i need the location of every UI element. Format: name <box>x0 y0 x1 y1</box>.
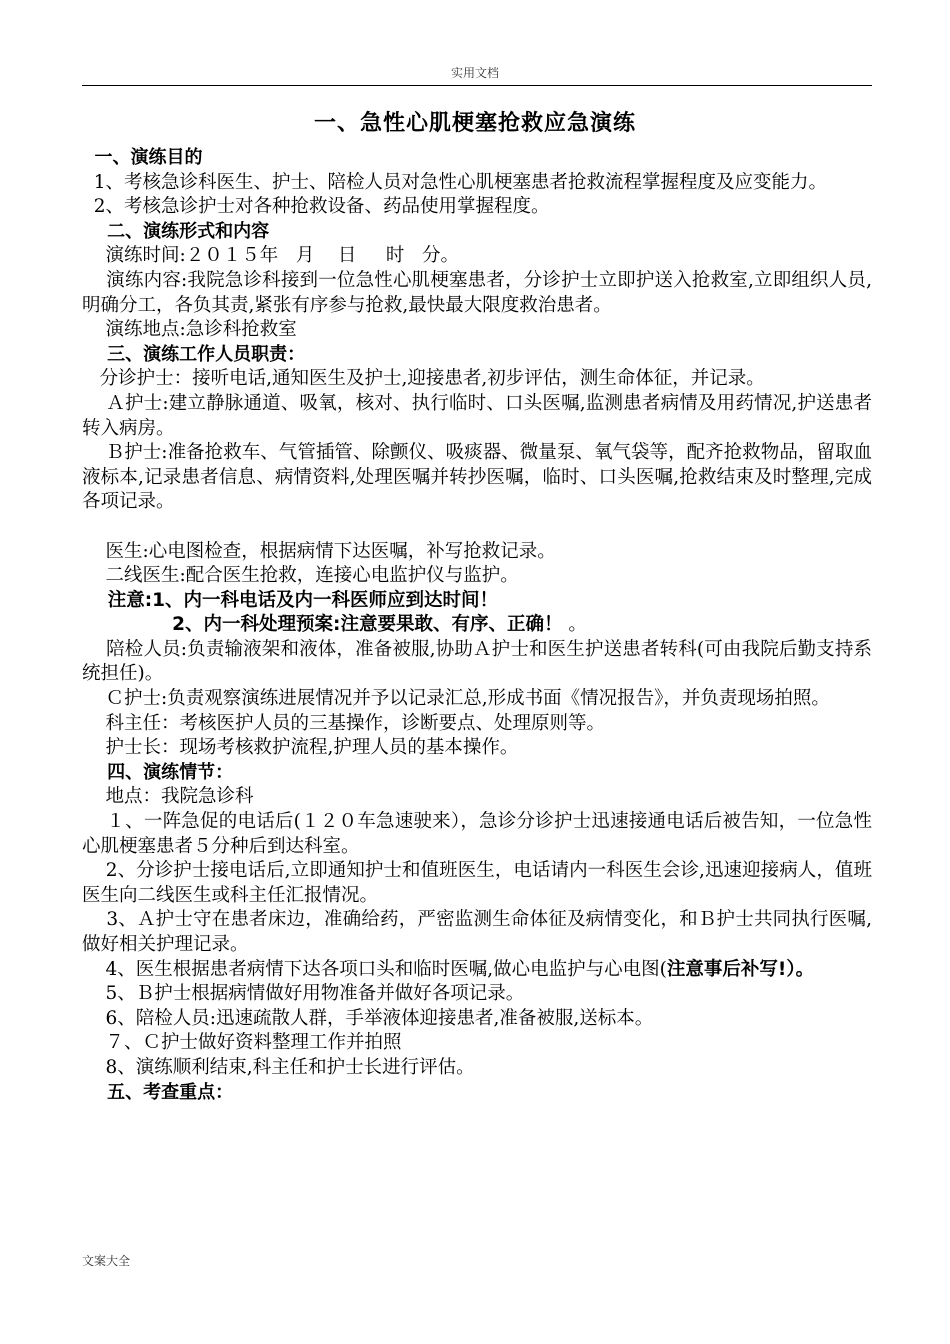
scenario-step-4 <box>82 958 872 983</box>
duty-nurse-a: Ａ护士:建立静脉通道、吸氧，核对、执行临时、口头医嘱,监测患者病情及用药情况,护送患者转入病房。 <box>82 392 872 439</box>
duty-triage-nurse: 分诊护士：接听电话,通知医生及护士,迎接患者,初步评估，测生命体征，并记录。 <box>82 368 765 390</box>
document-body <box>82 146 872 1105</box>
purpose-item-2: 2、考核急诊护士对各种抢救设备、药品使用掌握程度。 <box>82 196 550 218</box>
note-line-2-tail: 。 <box>562 614 587 636</box>
duty-escort: 陪检人员:负责输液架和液体，准备被服,协助Ａ护士和医生护送患者转科(可由我院后勤支持系统担任)。 <box>82 638 872 685</box>
duty-nurse-c: Ｃ护士:负责观察演练进展情况并予以记录汇总,形成书面《情况报告》，并负责现场拍照。 <box>82 688 830 710</box>
section-heading-form: 二、演练形式和内容 <box>82 220 270 242</box>
header-divider <box>82 85 872 86</box>
note-line-2 <box>82 613 872 638</box>
scenario-step-6: 6、陪检人员:迅速疏散人群，手举液体迎接患者,准备被服,送标本。 <box>82 1007 654 1029</box>
scenario-step-2: 2、分诊护士接电话后,立即通知护士和值班医生，电话请内一科医生会诊,迅速迎接病人，值班医生向二线医生或科主任汇报情况。 <box>82 860 872 906</box>
duty-director: 科主任：考核医护人员的三基操作，诊断要点、处理原则等。 <box>82 712 606 734</box>
scenario-place: 地点：我院急诊科 <box>82 786 254 808</box>
duty-second-doctor: 二线医生:配合医生抢救，连接心电监护仪与监护。 <box>82 565 519 587</box>
scenario-step-4-bold: 注意事后补写!）。 <box>666 958 815 980</box>
running-header: 实用文档 <box>450 66 499 80</box>
purpose-item-1: 1、考核急诊科医生、护士、陪检人员对急性心肌梗塞患者抢救流程掌握程度及应变能力。 <box>82 171 828 193</box>
scenario-step-4-text: 4、医生根据患者病情下达各项口头和临时医嘱,做心电监护与心电图( <box>82 958 667 980</box>
note-line-2-bold: 2、内一科处理预案:注意要果敢、有序、正确！ <box>82 614 563 636</box>
note-line-1: 注意:1、内一科电话及内一科医师应到达时间！ <box>82 589 499 611</box>
scenario-step-5: 5、Ｂ护士根据病情做好用物准备并做好各项记录。 <box>82 983 525 1005</box>
running-footer: 文案大全 <box>82 1254 131 1268</box>
section-heading-purpose: 一、演练目的 <box>82 147 203 168</box>
section-heading-focus: 五、考查重点： <box>82 1081 234 1103</box>
blank-line <box>82 515 872 540</box>
scenario-step-7: ７、Ｃ护士做好资料整理工作并拍照 <box>82 1032 402 1054</box>
scenario-step-8: 8、演练顺利结束,科主任和护士长进行评估。 <box>82 1056 475 1078</box>
scenario-step-3: 3、Ａ护士守在患者床边，准确给药，严密监测生命体征及病情变化，和Ｂ护士共同执行医嘱,做好相关护理记录。 <box>82 909 872 955</box>
drill-place: 演练地点:急诊科抢救室 <box>82 319 297 341</box>
section-heading-duties: 三、演练工作人员职责： <box>82 343 306 365</box>
duty-nurse-b: Ｂ护士:准备抢救车、气管插管、除颤仪、吸痰器、微量泵、氧气袋等，配齐抢救物品，留取血液标本,记录患者信息、病情资料,处理医嘱并转抄医嘱，临时、口头医嘱,抢救结束及时整理,完成各项记录。 <box>82 442 872 513</box>
scenario-step-1: １、一阵急促的电话后(１２０车急速驶来），急诊分诊护士迅速接通电话后被告知，一位急性心肌梗塞患者５分种后到达科室。 <box>82 811 872 857</box>
duty-head-nurse: 护士长：现场考核救护流程,护理人员的基本操作。 <box>82 737 519 759</box>
document-title: 一、急性心肌梗塞抢救应急演练 <box>313 111 636 136</box>
section-heading-scenario: 四、演练情节： <box>82 761 234 783</box>
drill-content: 演练内容:我院急诊科接到一位急性心肌梗塞患者，分诊护士立即护送入抢救室,立即组织人员,明确分工，各负其责,紧张有序参与抢救,最快最大限度救治患者。 <box>82 269 872 316</box>
drill-time: 演练时间:２０１５年 月 日 时 分。 <box>82 245 459 267</box>
duty-doctor: 医生:心电图检查，根据病情下达医嘱，补写抢救记录。 <box>82 540 556 562</box>
